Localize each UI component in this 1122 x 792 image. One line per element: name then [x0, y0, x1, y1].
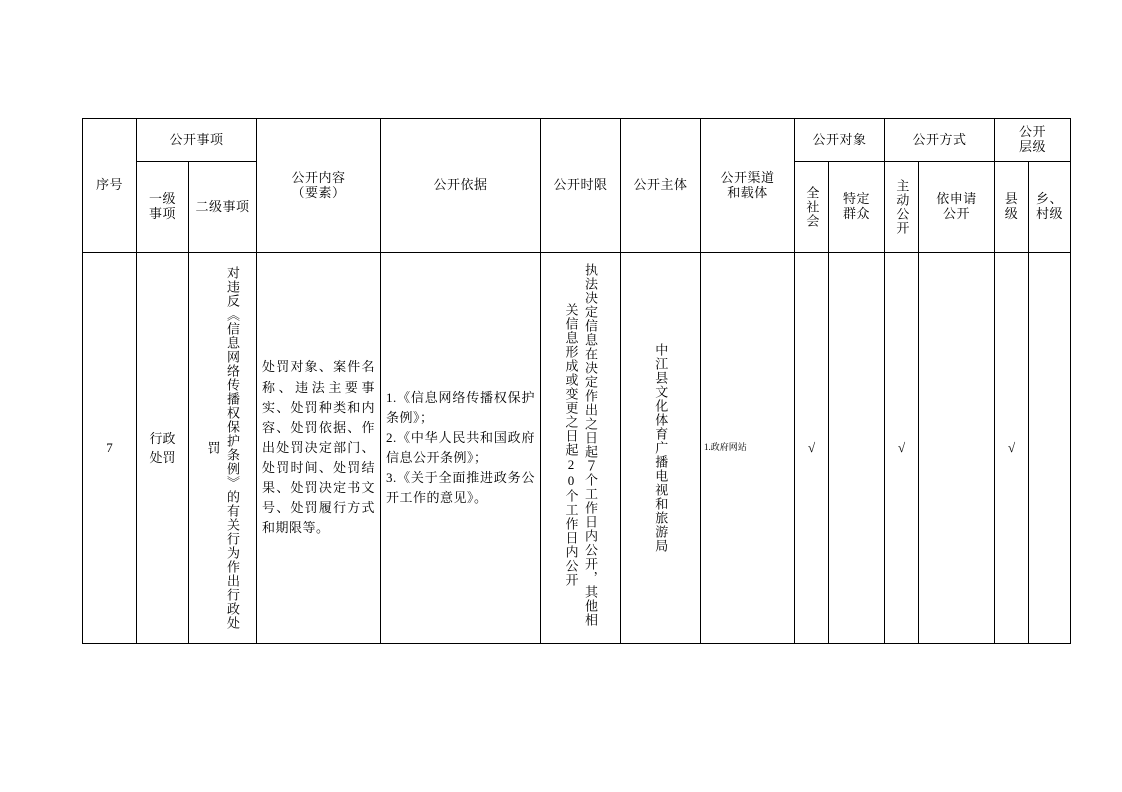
cell-level2: 对违反《信息网络传播权保护条例》的有关行为作出行政处罚: [189, 253, 257, 644]
cell-level-town: [1029, 253, 1071, 644]
header-level1: 一级 事项: [137, 162, 189, 253]
cell-subject: 中江县文化体育广播电视和旅游局: [621, 253, 701, 644]
header-seq: 序号: [83, 119, 137, 253]
header-group-public-item: 公开事项: [137, 119, 257, 162]
cell-obj-specific: [829, 253, 885, 644]
cell-level-county: √: [995, 253, 1029, 644]
header-level-town: 乡、 村级: [1029, 162, 1071, 253]
header-row-groups: [83, 119, 1071, 162]
header-mode-active: 主动公开: [885, 162, 919, 253]
header-group-object: 公开对象: [795, 119, 885, 162]
cell-content: 处罚对象、案件名称、违法主要事实、处罚种类和内容、处罚依据、作出处罚决定部门、处罚时间、处罚结果、处罚决定书文号、处罚履行方式和期限等。: [257, 253, 381, 644]
cell-channel: 1.政府网站: [701, 253, 795, 644]
header-obj-all: 全社会: [795, 162, 829, 253]
header-group-mode: 公开方式: [885, 119, 995, 162]
header-level2: 二级事项: [189, 162, 257, 253]
header-content: 公开内容 （要素）: [257, 119, 381, 253]
cell-seq: 7: [83, 253, 137, 644]
cell-obj-all: √: [795, 253, 829, 644]
header-group-level: 公开 层级: [995, 119, 1071, 162]
header-subject: 公开主体: [621, 119, 701, 253]
cell-mode-active: √: [885, 253, 919, 644]
public-affairs-table: [82, 118, 1071, 644]
cell-level1: 行政 处罚: [137, 253, 189, 644]
header-level-county: 县 级: [995, 162, 1029, 253]
header-basis: 公开依据: [381, 119, 541, 253]
header-time-limit: 公开时限: [541, 119, 621, 253]
header-channel: 公开渠道 和载体: [701, 119, 795, 253]
cell-time-limit: 执法决定信息在决定作出之日起７个工作日内公开，其他相关信息形成或变更之日起20个工作日内公开: [541, 253, 621, 644]
header-obj-specific: 特定 群众: [829, 162, 885, 253]
document-page: [82, 118, 1064, 644]
header-mode-apply: 依申请 公开: [919, 162, 995, 253]
cell-mode-apply: [919, 253, 995, 644]
table-row: [83, 253, 1071, 644]
cell-basis: 1.《信息网络传播权保护条例》； 2.《中华人民共和国政府信息公开条例》； 3.《关于全面推进政务公开工作的意见》。: [381, 253, 541, 644]
